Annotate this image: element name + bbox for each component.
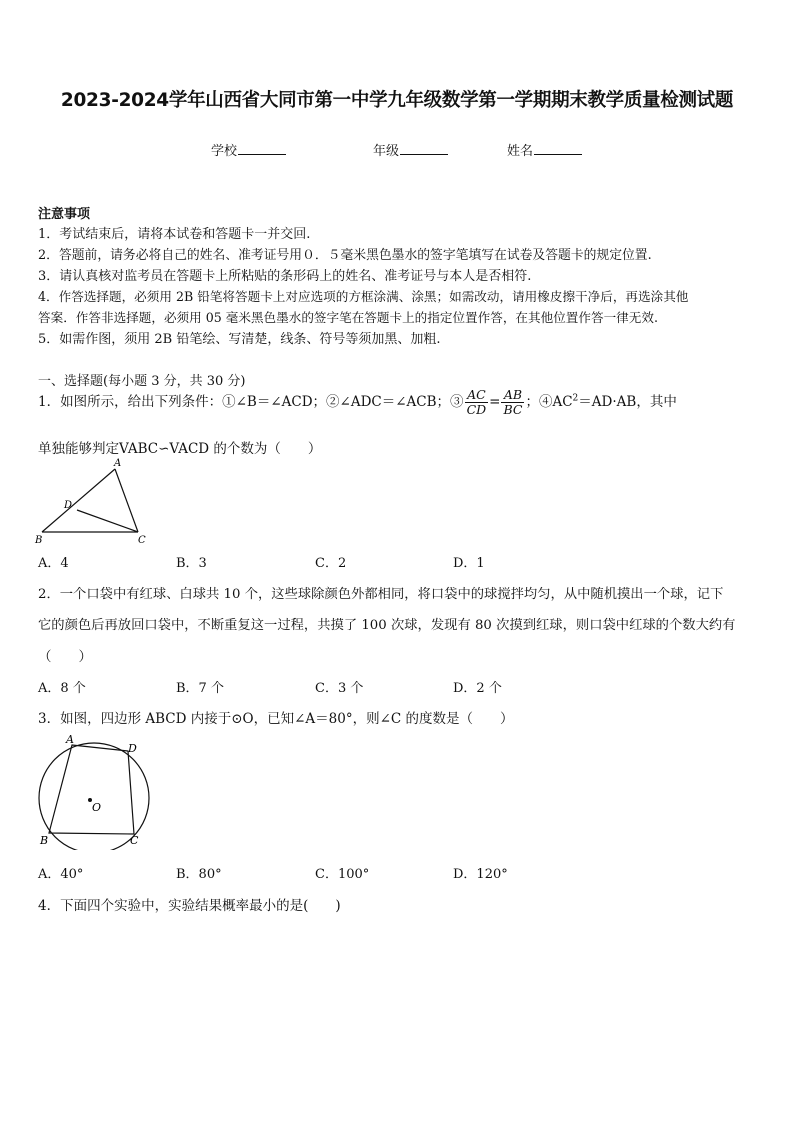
school-label: 学校 <box>211 144 238 159</box>
equals-sign: = <box>489 394 501 410</box>
section-heading: 一、选择题(每小题 3 分，共 30 分) <box>38 374 246 389</box>
q1-option-b: B．3 <box>176 556 207 571</box>
triangle-figure <box>34 456 154 548</box>
label-c: C <box>130 834 139 847</box>
notice-item: 4．作答选择题，必须用 2B 铅笔将答题卡上对应选项的方框涂满、涂黑；如需改动，请用橡皮擦干净后，再选涂其他 <box>38 289 689 304</box>
grade-label: 年级 <box>373 144 400 159</box>
notice-item: 5．如需作图，须用 2B 铅笔绘、写清楚，线条、符号等须加黑、加粗. <box>38 332 441 347</box>
label-a: A <box>114 458 122 469</box>
grade-field <box>373 140 448 159</box>
grade-blank <box>400 142 448 155</box>
q2-option-a: A．8 个 <box>38 681 86 696</box>
q2-option-d: D．2 个 <box>453 681 502 696</box>
label-b: B <box>40 834 49 847</box>
notice-item: 2．答题前，请务必将自己的姓名、准考证号用０．５毫米黑色墨水的签字笔填写在试卷及答题卡的规定位置. <box>38 248 652 263</box>
notice-heading: 注意事项 <box>38 207 91 222</box>
frac-denominator: CD <box>466 402 487 417</box>
question-1-line2: 单独能够判定VABC∽VACD 的个数为（ ） <box>38 441 322 457</box>
question-2-line1: 2．一个口袋中有红球、白球共 10 个，这些球除颜色外都相同，将口袋中的球搅拌均匀，从中随机摸出一个球，记下 <box>38 587 724 602</box>
frac-denominator: BC <box>503 402 523 417</box>
q2-option-b: B．7 个 <box>176 681 224 696</box>
question-4-stem: 4．下面四个实验中，实验结果概率最小的是( ) <box>38 898 341 914</box>
label-c: C <box>138 535 146 546</box>
label-a: A <box>66 733 74 746</box>
q3-option-c: C．100° <box>315 867 370 882</box>
question-3-stem: 3．如图，四边形 ABCD 内接于⊙O，已知∠A＝80°，则∠C 的度数是（ ） <box>38 711 514 727</box>
quadrilateral-abcd <box>49 745 134 834</box>
label-o: O <box>92 801 102 814</box>
superscript: 2 <box>572 393 579 404</box>
q1-text-part1: 1．如图所示，给出下列条件：①∠B＝∠ACD；②∠ADC＝∠ACB；③ <box>38 394 464 410</box>
name-label: 姓名 <box>507 144 534 159</box>
q1-option-c: C．2 <box>315 556 347 571</box>
q3-option-d: D．120° <box>453 867 508 882</box>
side-ab <box>42 469 115 532</box>
notice-item: 1．考试结束后，请将本试卷和答题卡一并交回. <box>38 227 311 242</box>
fraction-ac-cd <box>465 388 489 417</box>
question-2-line2: 它的颜色后再放回口袋中，不断重复这一过程，共摸了 100 次球，发现有 80 次摸到红球，则口袋中红球的个数大约有 <box>38 618 736 633</box>
name-blank <box>534 142 582 155</box>
school-blank <box>238 142 286 155</box>
circle-figure <box>30 730 160 850</box>
label-d: D <box>128 742 137 755</box>
school-field <box>211 140 286 159</box>
q1-option-d: D．1 <box>453 556 485 571</box>
question-1-stem <box>38 388 677 417</box>
q1-option-a: A．4 <box>38 556 69 571</box>
q3-option-b: B．80° <box>176 867 222 882</box>
frac-numerator: AB <box>501 388 524 403</box>
q1-text-part3: ＝AD·AB，其中 <box>578 394 677 410</box>
label-d: D <box>64 500 73 511</box>
frac-numerator: AC <box>465 388 489 403</box>
notice-item: 答案．作答非选择题，必须用 05 毫米黑色墨水的签字笔在答题卡上的指定位置作答，在其他位置作答一律无效. <box>38 310 658 325</box>
label-b: B <box>35 535 43 546</box>
notice-item: 3．请认真核对监考员在答题卡上所粘贴的条形码上的姓名、准考证号与本人是否相符. <box>38 269 532 284</box>
q1-text-part2: ；④AC <box>525 394 573 410</box>
q3-option-a: A．40° <box>38 867 84 882</box>
fraction-ab-bc <box>501 388 524 417</box>
side-ac <box>115 469 138 532</box>
question-2-line3: （ ） <box>38 649 92 665</box>
q2-option-c: C．3 个 <box>315 681 364 696</box>
page-title: 2023-2024学年山西省大同市第一中学九年级数学第一学期期末教学质量检测试题 <box>60 90 734 111</box>
name-field <box>507 140 582 159</box>
segment-dc <box>77 510 138 532</box>
